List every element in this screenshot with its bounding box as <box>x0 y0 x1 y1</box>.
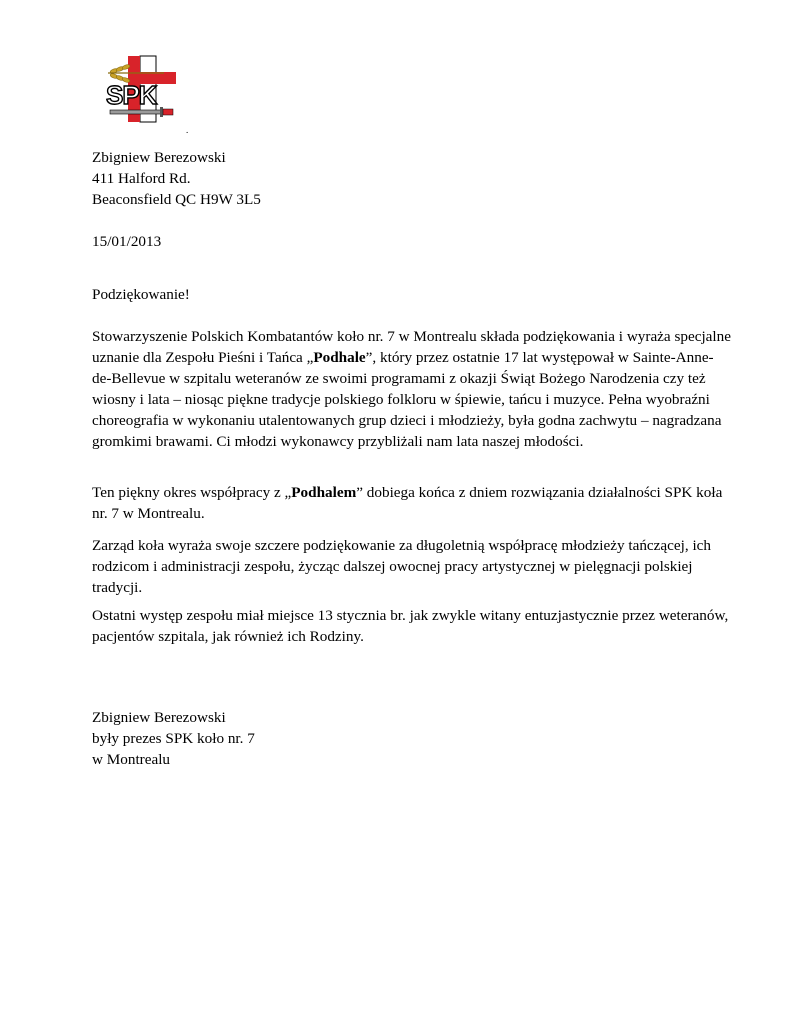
spk-emblem-icon <box>104 52 176 126</box>
spk-logo-text: SPK <box>106 80 157 110</box>
paragraph-4: Ostatni występ zespołu miał miejsce 13 stycznia br. jak zwykle witany entuzjastycznie przez weteranów, pacjentów szpitala, jak również ich Rodziny. <box>92 607 729 645</box>
signature-block <box>92 707 732 770</box>
sender-name: Zbigniew Berezowski <box>92 149 226 166</box>
signature-name: Zbigniew Berezowski <box>92 709 226 726</box>
podhalem-bold: Podhalem <box>291 484 357 501</box>
podhale-bold: Podhale <box>313 349 366 366</box>
sender-city: Beaconsfield QC H9W 3L5 <box>92 191 261 208</box>
greeting: Podziękowanie! <box>92 286 190 303</box>
letter-date: 15/01/2013 <box>92 233 162 250</box>
signature-place: w Montrealu <box>92 751 171 768</box>
signature-title: były prezes SPK koło nr. 7 <box>92 730 255 747</box>
paragraph-2: Ten piękny okres współpracy z „Podhalem” dobiega końca z dniem rozwiązania działalności SPK koła nr. 7 w Montrealu. <box>92 484 723 522</box>
sender-address <box>92 147 732 210</box>
paragraph-3: Zarząd koła wyraża swoje szczere podziękowanie za długoletnią współpracę młodzieży tańczącej, ich rodzicom i administracji zespołu, życząc dalszej owocnej pracy artystycznej w pielęgnacji polskiej tradycji. <box>92 537 712 596</box>
decorative-dot: . <box>186 125 189 135</box>
sender-street: 411 Halford Rd. <box>92 170 191 187</box>
paragraph-1: Stowarzyszenie Polskich Kombatantów koło nr. 7 w Montrealu składa podziękowania i wyraża specjalne uznanie dla Zespołu Pieśni i Tańca „Podhale”, który przez ostatnie 17 lat występował w Sainte-Anne-de-Bellevue w szpitalu weteranów ze swoimi programami z okazji Świąt Bożego Narodzenia czy też wiosny i lata – niosąc piękne tradycje polskiego folkloru w śpiewie, tańcu i muzyce. Pełna wyobraźni choreografia w wykonaniu utalentowanych grup dzieci i młodzieży, była godna zachwytu – nagradzana gromkimi brawami. Ci młodzi wykonawcy przybliżali nam lata naszej młodości. <box>92 328 731 450</box>
